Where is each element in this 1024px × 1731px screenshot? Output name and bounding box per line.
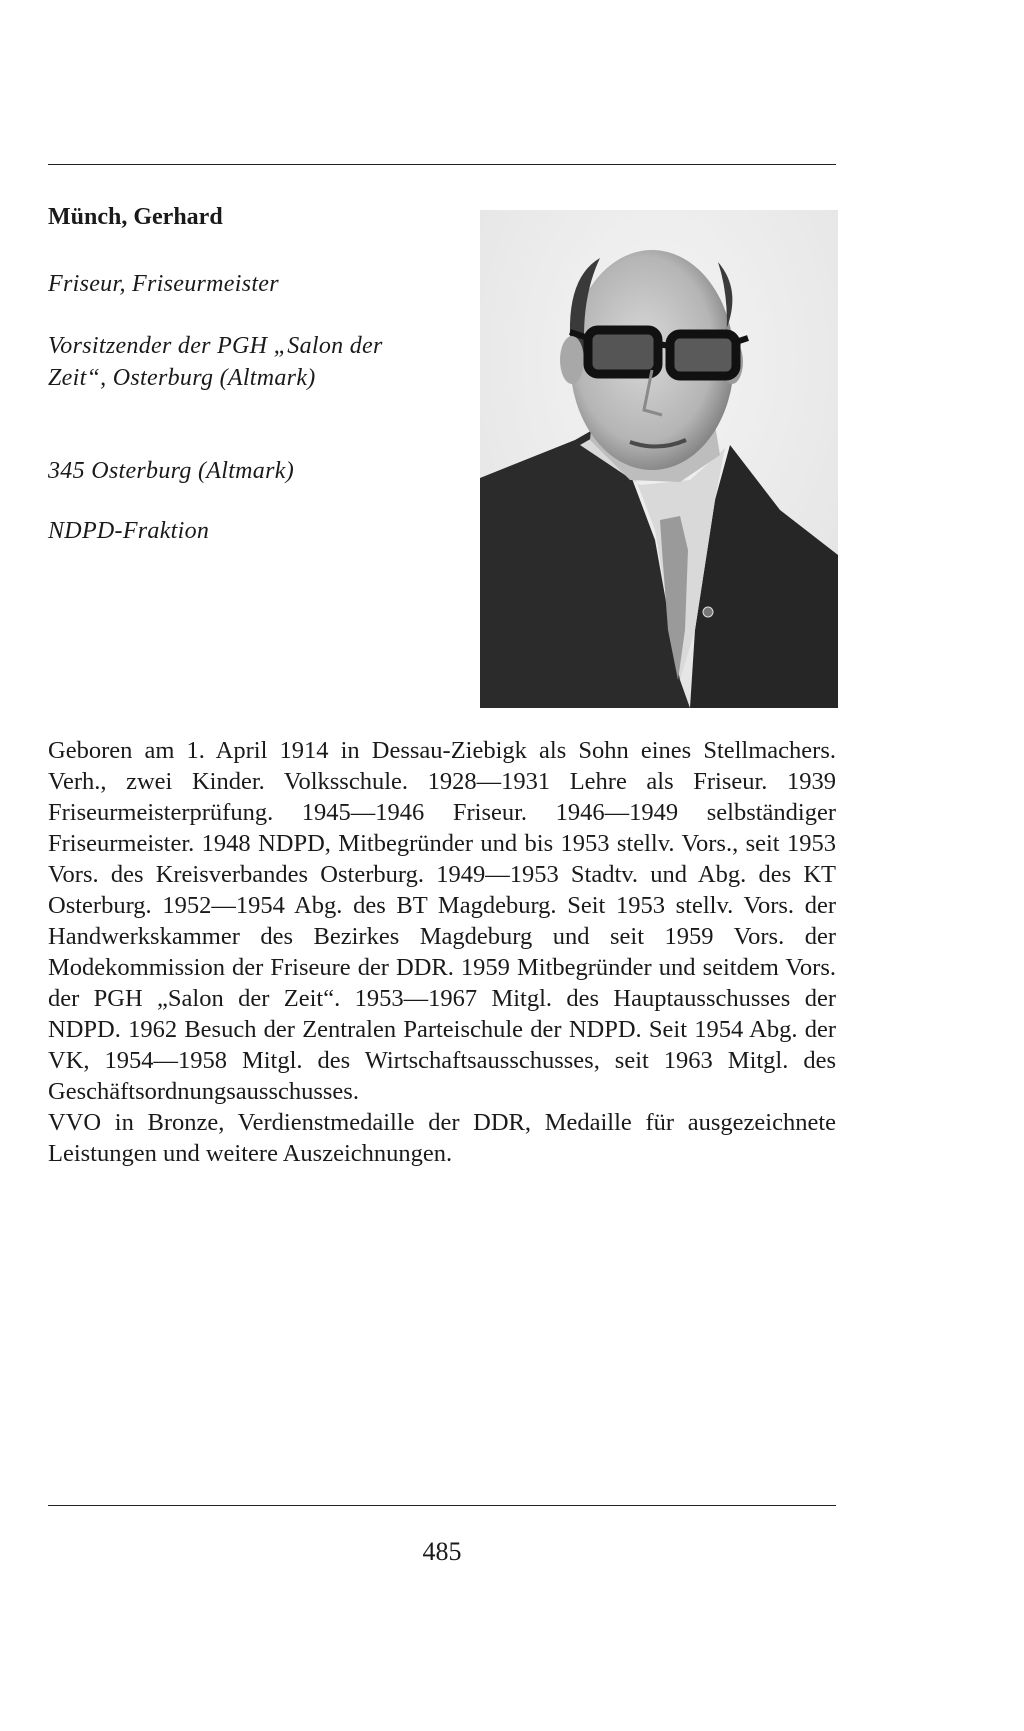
address: 345 Osterburg (Altmark) [48, 458, 294, 484]
portrait-photo [480, 210, 838, 708]
top-rule [48, 164, 836, 165]
occupation: Friseur, Friseurmeister [48, 271, 279, 297]
biography-paragraph: Geboren am 1. April 1914 in Dessau-Ziebigk als Sohn eines Stellmachers. Verh., zwei Kinder. Volksschule. 1928—1931 Lehre als Friseur. 1939 Friseurmeisterprüfung. 1945—1946 Friseur. 1946—1949 selbständiger Friseurmeister. 1948 NDPD, Mitbegründer und bis 1953 stellv. Vors., seit 1953 Vors. des Kreisverbandes Osterburg. 1949—1953 Stadtv. und Abg. des KT Osterburg. 1952—1954 Abg. des BT Magdeburg. Seit 1953 stellv. Vors. der Handwerkskammer des Bezirkes Magdeburg und seit 1959 Vors. der Modekommission der Friseure der DDR. 1959 Mitbegründer und seitdem Vors. der PGH „Salon der Zeit“. 1953—1967 Mitgl. des Hauptausschusses der NDPD. 1962 Besuch der Zentralen Parteischule der NDPD. Seit 1954 Abg. der VK, 1954—1958 Mitgl. des Wirtschaftsausschusses, seit 1963 Mitgl. des Geschäftsordnungsausschusses. [48, 737, 836, 1105]
person-name: Münch, Gerhard [48, 204, 223, 230]
faction: NDPD-Fraktion [48, 518, 210, 544]
page-number: 485 [422, 1537, 462, 1566]
position: Vorsitzender der PGH „Salon der Zeit“, Osterburg (Altmark) [48, 333, 383, 391]
biography [48, 735, 836, 1169]
bottom-rule [48, 1505, 836, 1506]
biography-paragraph: VVO in Bronze, Verdienstmedaille der DDR, Medaille für ausgezeichnete Leistungen und weitere Auszeichnungen. [48, 1109, 836, 1167]
